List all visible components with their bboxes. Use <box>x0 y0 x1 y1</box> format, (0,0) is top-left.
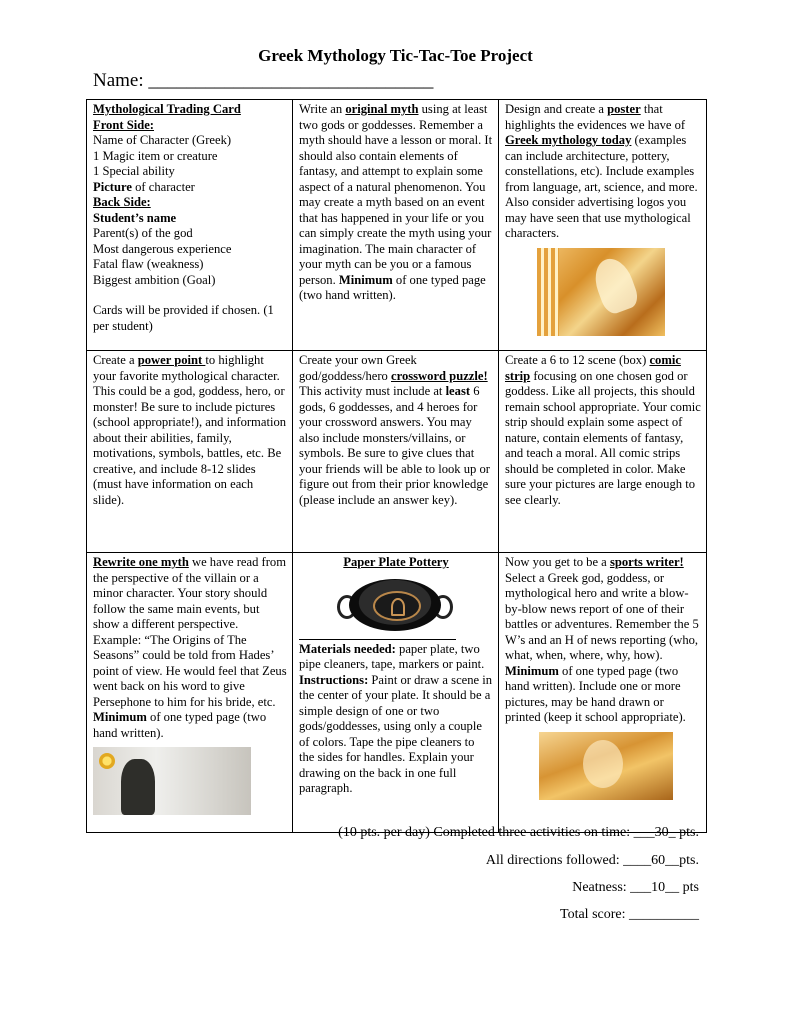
cell-crossword: Create your own Greek god/goddess/hero crossword puzzle! This activity must include at least 6 gods, 6 goddesses, and 4 heroes for your crossword answers. You may also include monsters/villains, or symbols. Be sure to give clues that your friends will be able to look up or figure out from their prior knowledge (please include an answer key). <box>293 351 499 553</box>
plate-center-design <box>373 591 421 621</box>
trading-card-heading: Mythological Trading Card <box>93 102 241 116</box>
crossword-label: crossword puzzle! <box>391 368 488 383</box>
paper-plate-heading: Paper Plate Pottery <box>343 555 449 569</box>
back-item: Parent(s) of the god <box>93 226 193 240</box>
back-item: Student’s name <box>93 210 177 225</box>
plate-image <box>335 575 455 635</box>
poster-label: poster <box>607 102 641 116</box>
score-line-neatness: Neatness: ___10__ pts <box>572 880 699 895</box>
greek-battle-image <box>539 732 673 800</box>
back-item: Biggest ambition (Goal) <box>93 272 216 287</box>
greek-mythology-today-label: Greek mythology today <box>505 133 632 147</box>
trading-card-note: Cards will be provided if chosen. (1 per student) <box>93 303 274 333</box>
statue-image <box>93 747 251 815</box>
score-line-on-time: (10 pts. per day) Completed three activities on time: ___30_ pts. <box>338 825 699 840</box>
name-line: Name: ______________________________ <box>93 70 434 91</box>
cell-sports-writer: Now you get to be a sports writer! Select a Greek god, goddess, or mythological hero and write a blow-by-blow news report of one of their battles or adventures. Remember the 5 W’s and an H of news reporting (who, what, when, where, why, how). Minimum of one typed page (two hand written). Include one or more pictures, may be hand drawn or printed (keep it school appropriate). <box>499 553 707 833</box>
cell-poster: Design and create a poster that highlights the evidences we have of Greek mythology today (examples can include architecture, pottery, constellations, etc). Include examples from language, art, science, and more. Also consider advertising logos you may have seen that use mythological characters. <box>499 100 707 351</box>
rewrite-myth-label: Rewrite one myth <box>93 555 189 569</box>
front-item: 1 Special ability <box>93 164 175 178</box>
instructions-label: Instructions: <box>299 672 369 687</box>
back-item: Fatal flaw (weakness) <box>93 257 204 271</box>
score-line-directions: All directions followed: ____60__pts. <box>485 853 699 868</box>
power-point-label: power point <box>137 353 206 367</box>
cell-paper-plate: Paper Plate Pottery Materials needed: paper plate, two pipe cleaners, tape, markers or paint. Instructions: Paint or draw a scene in the center of your plate. It should be a simple design of one or two gods/goddesses, using only a couple of colors. Tape the pipe cleaners to the sides for handles. Explain your drawing on the back in one full paragraph. <box>293 553 499 833</box>
score-line-total: Total score: __________ <box>560 907 699 922</box>
divider <box>299 639 456 640</box>
front-item: 1 Magic item or creature <box>93 148 218 163</box>
original-myth-label: original myth <box>345 102 419 116</box>
front-side-heading: Front Side: <box>93 117 154 132</box>
cell-comic-strip: Create a 6 to 12 scene (box) comic strip focusing on one chosen god or goddess. Like all projects, this should remain school appropriate. Your comic strip should explain some aspect of nature, contain elements of fantasy, and teach a moral. All comic strips should be completed in color. Make sure your pictures are large enough to see clearly. <box>499 351 707 553</box>
document-title: Greek Mythology Tic-Tac-Toe Project <box>258 46 533 65</box>
sports-writer-label: sports writer! <box>609 555 684 569</box>
greek-art-image <box>537 248 665 336</box>
cell-rewrite-myth: Rewrite one myth we have read from the perspective of the villain or a minor character. Your story should follow the same main events, but show a different perspective. Example: “The Origins of The Seasons” could be told from Hades’ point of view. He would feel that Zeus went back on his word to give Persephone to him for his bride, etc. Minimum of one typed page (two hand written). <box>87 553 293 833</box>
cell-trading-card <box>87 100 293 351</box>
front-item: Name of Character (Greek) <box>93 133 232 147</box>
front-item: Picture of character <box>93 179 195 194</box>
materials-label: Materials needed: <box>299 641 396 656</box>
comic-strip-label: comic strip <box>505 353 681 383</box>
cell-power-point: Create a power point to highlight your favorite mythological character. This could be a god, goddess, hero, or monster! Be sure to include pictures (school appropriate!), and information about their abilities, family, motivations, symbols, battles, etc. Be creative, and include 8-12 slides (must have information on each slide). <box>87 351 293 553</box>
back-item: Most dangerous experience <box>93 241 232 256</box>
tic-tac-toe-grid <box>86 99 707 833</box>
cell-original-myth: Write an original myth using at least two gods or goddesses. Remember a myth should have a lesson or moral. It should also contain elements of fantasy, and attempt to explain some aspect of a natural phenomenon. You may create a myth based on an event that has happened in your life or you can simply create the myth using your imagination. The main character of your myth can be you or a famous person. Minimum of one typed page (two hand written). <box>293 100 499 351</box>
back-side-heading: Back Side: <box>93 195 151 209</box>
